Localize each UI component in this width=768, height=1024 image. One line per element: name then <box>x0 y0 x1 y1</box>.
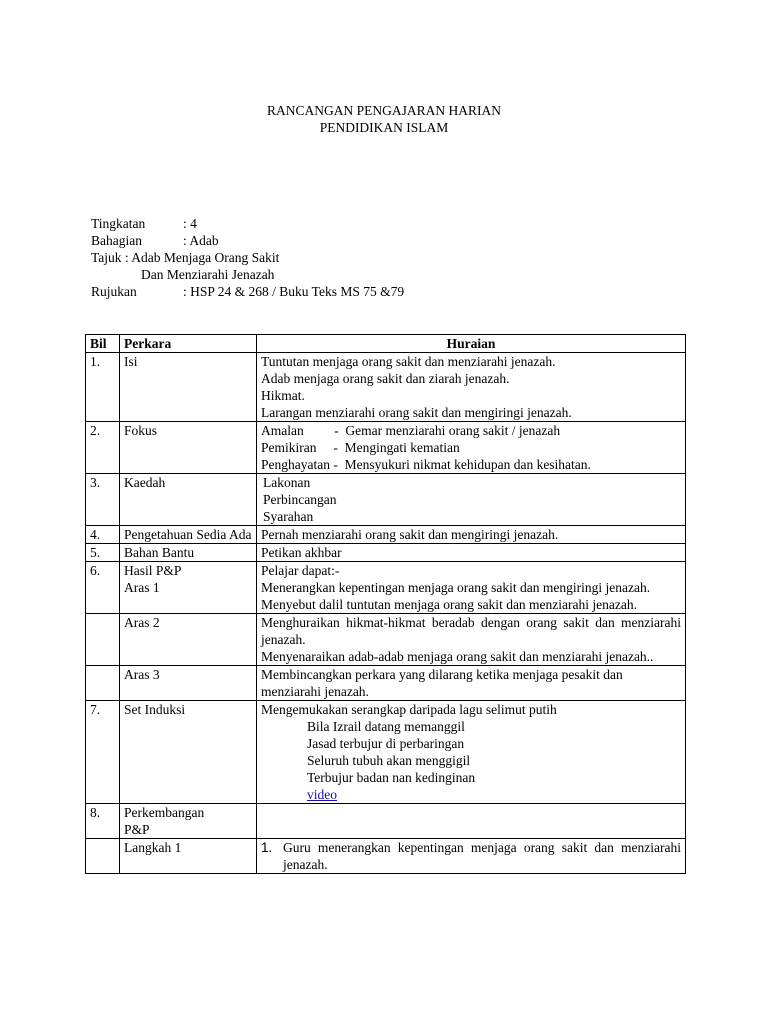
row-number <box>86 839 120 874</box>
row-perkara: Isi <box>120 353 257 422</box>
row-perkara <box>120 562 257 614</box>
row-number: 1. <box>86 353 120 422</box>
row-perkara: Bahan Bantu <box>120 544 257 562</box>
tajuk-row: Tajuk : Adab Menjaga Orang Sakit <box>91 250 280 265</box>
row-huraian: Petikan akhbar <box>257 544 686 562</box>
huraian-line: Penghayatan - Mensyukuri nikmat kehidupan dan kesihatan. <box>261 457 591 472</box>
row-number: 2. <box>86 422 120 474</box>
row-huraian <box>257 839 686 874</box>
huraian-line: Hikmat. <box>261 388 305 403</box>
row-huraian: Membincangkan perkara yang dilarang ketika menjaga pesakit dan menziarahi jenazah. <box>257 666 686 701</box>
row-perkara: Aras 3 <box>120 666 257 701</box>
video-link[interactable]: video <box>307 787 337 802</box>
verse-line: Bila Izrail datang memanggil <box>307 719 465 734</box>
row-number: 8. <box>86 804 120 839</box>
table-row <box>86 839 686 874</box>
table-row <box>86 526 686 544</box>
huraian-line: Larangan menziarahi orang sakit dan mengiringi jenazah. <box>261 405 572 420</box>
lesson-plan-table <box>85 334 686 874</box>
huraian-line: Syarahan <box>263 509 314 524</box>
row-huraian <box>257 474 686 526</box>
row-huraian <box>257 804 686 839</box>
header-bil: Bil <box>86 335 120 353</box>
bahagian-value: : Adab <box>183 233 219 248</box>
huraian-line: Pemikiran - Mengingati kematian <box>261 440 460 455</box>
row-number <box>86 614 120 666</box>
tajuk-continuation: Dan Menziarahi Jenazah <box>141 267 275 282</box>
table-row <box>86 701 686 804</box>
aras-label: Aras 1 <box>124 580 160 595</box>
row-number: 4. <box>86 526 120 544</box>
table-row <box>86 614 686 666</box>
huraian-line: Menghuraikan hikmat-hikmat beradab dengan orang sakit dan menziarahi jenazah. <box>261 615 681 647</box>
huraian-line: Perbincangan <box>263 492 337 507</box>
row-huraian <box>257 614 686 666</box>
bahagian-label: Bahagian <box>91 233 142 248</box>
table-row <box>86 353 686 422</box>
title-line-1: RANCANGAN PENGAJARAN HARIAN <box>266 103 501 118</box>
row-perkara: Kaedah <box>120 474 257 526</box>
huraian-line: Pelajar dapat:- <box>261 563 340 578</box>
tingkatan-label: Tingkatan <box>91 216 146 231</box>
row-perkara: Aras 2 <box>120 614 257 666</box>
row-huraian <box>257 701 686 804</box>
row-perkara: Langkah 1 <box>120 839 257 874</box>
bahagian-row <box>91 232 404 249</box>
row-number <box>86 666 120 701</box>
huraian-line: Amalan - Gemar menziarahi orang sakit / jenazah <box>261 423 561 438</box>
huraian-line: Menyebut dalil tuntutan menjaga orang sakit dan menziarahi jenazah. <box>261 597 637 612</box>
table-row <box>86 474 686 526</box>
row-number: 7. <box>86 701 120 804</box>
huraian-line: Menyenaraikan adab-adab menjaga orang sakit dan menziarahi jenazah.. <box>261 649 654 664</box>
row-huraian <box>257 422 686 474</box>
table-row <box>86 562 686 614</box>
verse-line: Jasad terbujur di perbaringan <box>307 736 465 751</box>
table-row <box>86 804 686 839</box>
numbered-item <box>261 839 681 873</box>
header-huraian: Huraian <box>257 335 686 353</box>
row-huraian <box>257 353 686 422</box>
huraian-line: Adab menjaga orang sakit dan ziarah jenazah. <box>261 371 510 386</box>
perkara-label: Hasil P&P <box>124 563 182 578</box>
huraian-line: Lakonan <box>263 475 311 490</box>
rujukan-label: Rujukan <box>91 284 137 299</box>
row-huraian <box>257 562 686 614</box>
row-huraian: Pernah menziarahi orang sakit dan mengiringi jenazah. <box>257 526 686 544</box>
rujukan-value: : HSP 24 & 268 / Buku Teks MS 75 &79 <box>183 284 405 299</box>
row-perkara: Perkembangan P&P <box>120 804 257 839</box>
table-row <box>86 422 686 474</box>
row-perkara: Pengetahuan Sedia Ada <box>120 526 257 544</box>
page-title <box>0 102 768 136</box>
row-number: 6. <box>86 562 120 614</box>
title-line-2: PENDIDIKAN ISLAM <box>319 120 449 135</box>
rujukan-row <box>91 283 404 300</box>
header-perkara: Perkara <box>120 335 257 353</box>
lesson-metadata <box>91 215 404 300</box>
verse-line: Terbujur badan nan kedinginan <box>307 770 476 785</box>
row-number: 3. <box>86 474 120 526</box>
row-perkara: Set Induksi <box>120 701 257 804</box>
table-row <box>86 544 686 562</box>
verse-line: Seluruh tubuh akan menggigil <box>307 753 471 768</box>
huraian-line: Menerangkan kepentingan menjaga orang sakit dan mengiringi jenazah. <box>261 580 651 595</box>
huraian-line: Tuntutan menjaga orang sakit dan menziarahi jenazah. <box>261 354 556 369</box>
tingkatan-value: : 4 <box>183 216 197 231</box>
table-row <box>86 666 686 701</box>
item-text: Guru menerangkan kepentingan menjaga orang sakit dan menziarahi jenazah. <box>283 840 681 872</box>
table-header-row <box>86 335 686 353</box>
video-link-wrapper <box>261 786 681 803</box>
huraian-line: Mengemukakan serangkap daripada lagu selimut putih <box>261 702 557 717</box>
tingkatan-row <box>91 215 404 232</box>
row-perkara: Fokus <box>120 422 257 474</box>
item-number: 1. <box>261 840 273 855</box>
row-number: 5. <box>86 544 120 562</box>
